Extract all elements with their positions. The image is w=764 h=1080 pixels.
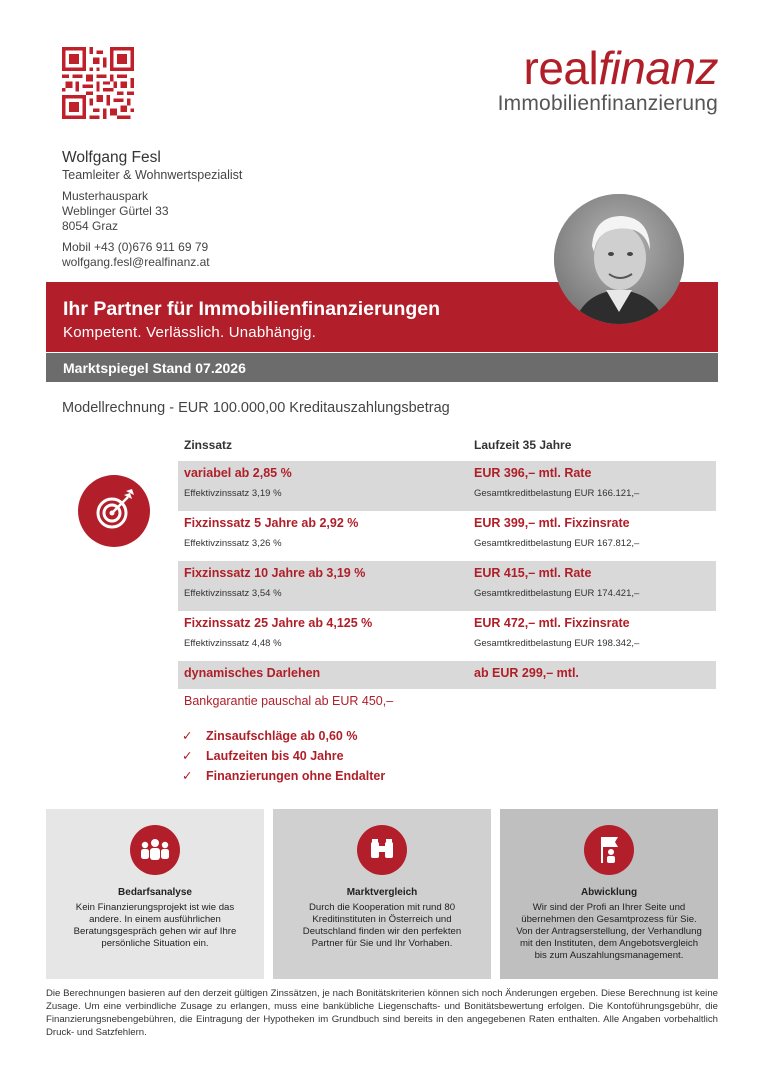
- monthly-payment: EUR 415,– mtl. Rate: [474, 566, 592, 580]
- rate-label: Fixzinssatz 5 Jahre ab 2,92 %: [184, 516, 359, 530]
- market-bar-label: Marktspiegel Stand 07.2026: [63, 360, 246, 376]
- rate-table: [178, 436, 716, 689]
- total-cost: Gesamtkreditbelastung EUR 198.342,–: [474, 638, 640, 649]
- address-line: 8054 Graz: [62, 219, 119, 233]
- list-item: [182, 748, 385, 768]
- banner-title: Ihr Partner für Immobilienfinanzierungen: [63, 298, 441, 320]
- contact-phone[interactable]: Mobil +43 (0)676 911 69 79: [62, 240, 209, 254]
- target-icon: [78, 475, 150, 547]
- contact-name: Wolfgang Fesl: [62, 149, 161, 166]
- benefit-list: [182, 728, 385, 788]
- group-icon: [130, 825, 180, 875]
- table-row-dynamic: [178, 661, 716, 689]
- rate-label: variabel ab 2,85 %: [184, 466, 292, 480]
- effective-rate: Effektivzinssatz 3,19 %: [184, 488, 282, 499]
- contact-address: [62, 189, 392, 234]
- table-header: [178, 436, 716, 461]
- dynamic-loan-label: dynamisches Darlehen: [184, 666, 321, 680]
- rate-label: Fixzinssatz 10 Jahre ab 3,19 %: [184, 566, 366, 580]
- monthly-payment: EUR 399,– mtl. Fixzinsrate: [474, 516, 630, 530]
- feature-text: Kein Finanzierungsprojekt ist wie das andere. In einem ausführlichen Beratungsgespräch gehen wir auf Ihre persönliche Situation ein.: [73, 902, 237, 949]
- logo-italic-part: finanz: [598, 42, 718, 94]
- check-icon: ✓: [182, 769, 193, 783]
- model-heading: Modellrechnung - EUR 100.000,00 Kreditauszahlungsbetrag: [62, 400, 450, 416]
- qr-code: [62, 47, 134, 119]
- total-cost: Gesamtkreditbelastung EUR 167.812,–: [474, 538, 640, 549]
- table-row: [178, 511, 716, 561]
- col-header-term: Laufzeit 35 Jahre: [474, 438, 572, 452]
- benefit-text: Zinsaufschläge ab 0,60 %: [206, 729, 358, 743]
- logo-tagline: Immobilienfinanzierung: [497, 92, 718, 115]
- address-line: Musterhauspark: [62, 189, 149, 203]
- feature-title: Abwicklung: [580, 887, 638, 898]
- table-row: [178, 561, 716, 611]
- address-line: Weblinger Gürtel 33: [62, 204, 169, 218]
- total-cost: Gesamtkreditbelastung EUR 166.121,–: [474, 488, 640, 499]
- flag-person-icon: [584, 825, 634, 875]
- total-cost: Gesamtkreditbelastung EUR 174.421,–: [474, 588, 640, 599]
- rate-label: Fixzinssatz 25 Jahre ab 4,125 %: [184, 616, 373, 630]
- check-icon: ✓: [182, 729, 193, 743]
- feature-title: Bedarfsanalyse: [118, 887, 192, 898]
- feature-box-marktvergleich: [273, 809, 491, 979]
- binoculars-icon: [357, 825, 407, 875]
- bank-guarantee: Bankgarantie pauschal ab EUR 450,–: [184, 694, 394, 708]
- contact-block: [62, 148, 392, 270]
- table-row: [178, 461, 716, 511]
- effective-rate: Effektivzinssatz 3,26 %: [184, 538, 282, 549]
- dynamic-loan-payment: ab EUR 299,– mtl.: [474, 666, 579, 680]
- list-item: [182, 768, 385, 788]
- monthly-payment: EUR 472,– mtl. Fixzinsrate: [474, 616, 630, 630]
- banner-subtitle: Kompetent. Verlässlich. Unabhängig.: [63, 324, 316, 341]
- realfinanz-logo: [498, 44, 718, 116]
- contact-role: Teamleiter & Wohnwertspezialist: [62, 168, 243, 182]
- list-item: [182, 728, 385, 748]
- feature-title: Marktvergleich: [346, 887, 418, 898]
- benefit-text: Finanzierungen ohne Endalter: [206, 769, 386, 783]
- market-bar: [46, 353, 718, 382]
- feature-box-abwicklung: [500, 809, 718, 979]
- logo-bold-part: real: [523, 42, 599, 94]
- effective-rate: Effektivzinssatz 3,54 %: [184, 588, 282, 599]
- logo-wordmark: [498, 44, 718, 92]
- contact-email[interactable]: wolfgang.fesl@realfinanz.at: [62, 255, 210, 269]
- feature-box-bedarfsanalyse: [46, 809, 264, 979]
- feature-text: Wir sind der Profi an Ihrer Seite und übernehmen den Gesamtprozess für Sie. Von der Antragserstellung, der Verhandlung mit den Instituten, dem Angebotsvergleich bis zum Auszahlungsmanagement.: [516, 902, 702, 961]
- monthly-payment: EUR 396,– mtl. Rate: [474, 466, 592, 480]
- col-header-rate: Zinssatz: [184, 438, 233, 452]
- benefit-text: Laufzeiten bis 40 Jahre: [206, 749, 344, 763]
- check-icon: ✓: [182, 749, 193, 763]
- effective-rate: Effektivzinssatz 4,48 %: [184, 638, 282, 649]
- disclaimer-text: Die Berechnungen basieren auf den derzeit gültigen Zinssätzen, je nach Bonitätskriterien können sich noch Änderungen ergeben. Diese Berechnung ist keine Zusage. Um eine verbindliche Zusage zu erlangen, muss eine bankübliche Liegenschafts- und Bonitätsbewertung erfolgen. Die Kontoführungsgebühr, die Finanzierungsnebengebühren, die Eintragung der Hypotheken im Grundbuch sind bereits in den angegebenen Raten enthalten. Alle Angaben vorbehaltlich Druck- und Satzfehlern.: [46, 988, 718, 1038]
- table-row: [178, 611, 716, 661]
- portrait-photo: [554, 194, 684, 324]
- feature-text: Durch die Kooperation mit rund 80 Kreditinstituten in Österreich und Deutschland finden wir den perfekten Partner für Sie und Ihr Vorhaben.: [302, 902, 462, 949]
